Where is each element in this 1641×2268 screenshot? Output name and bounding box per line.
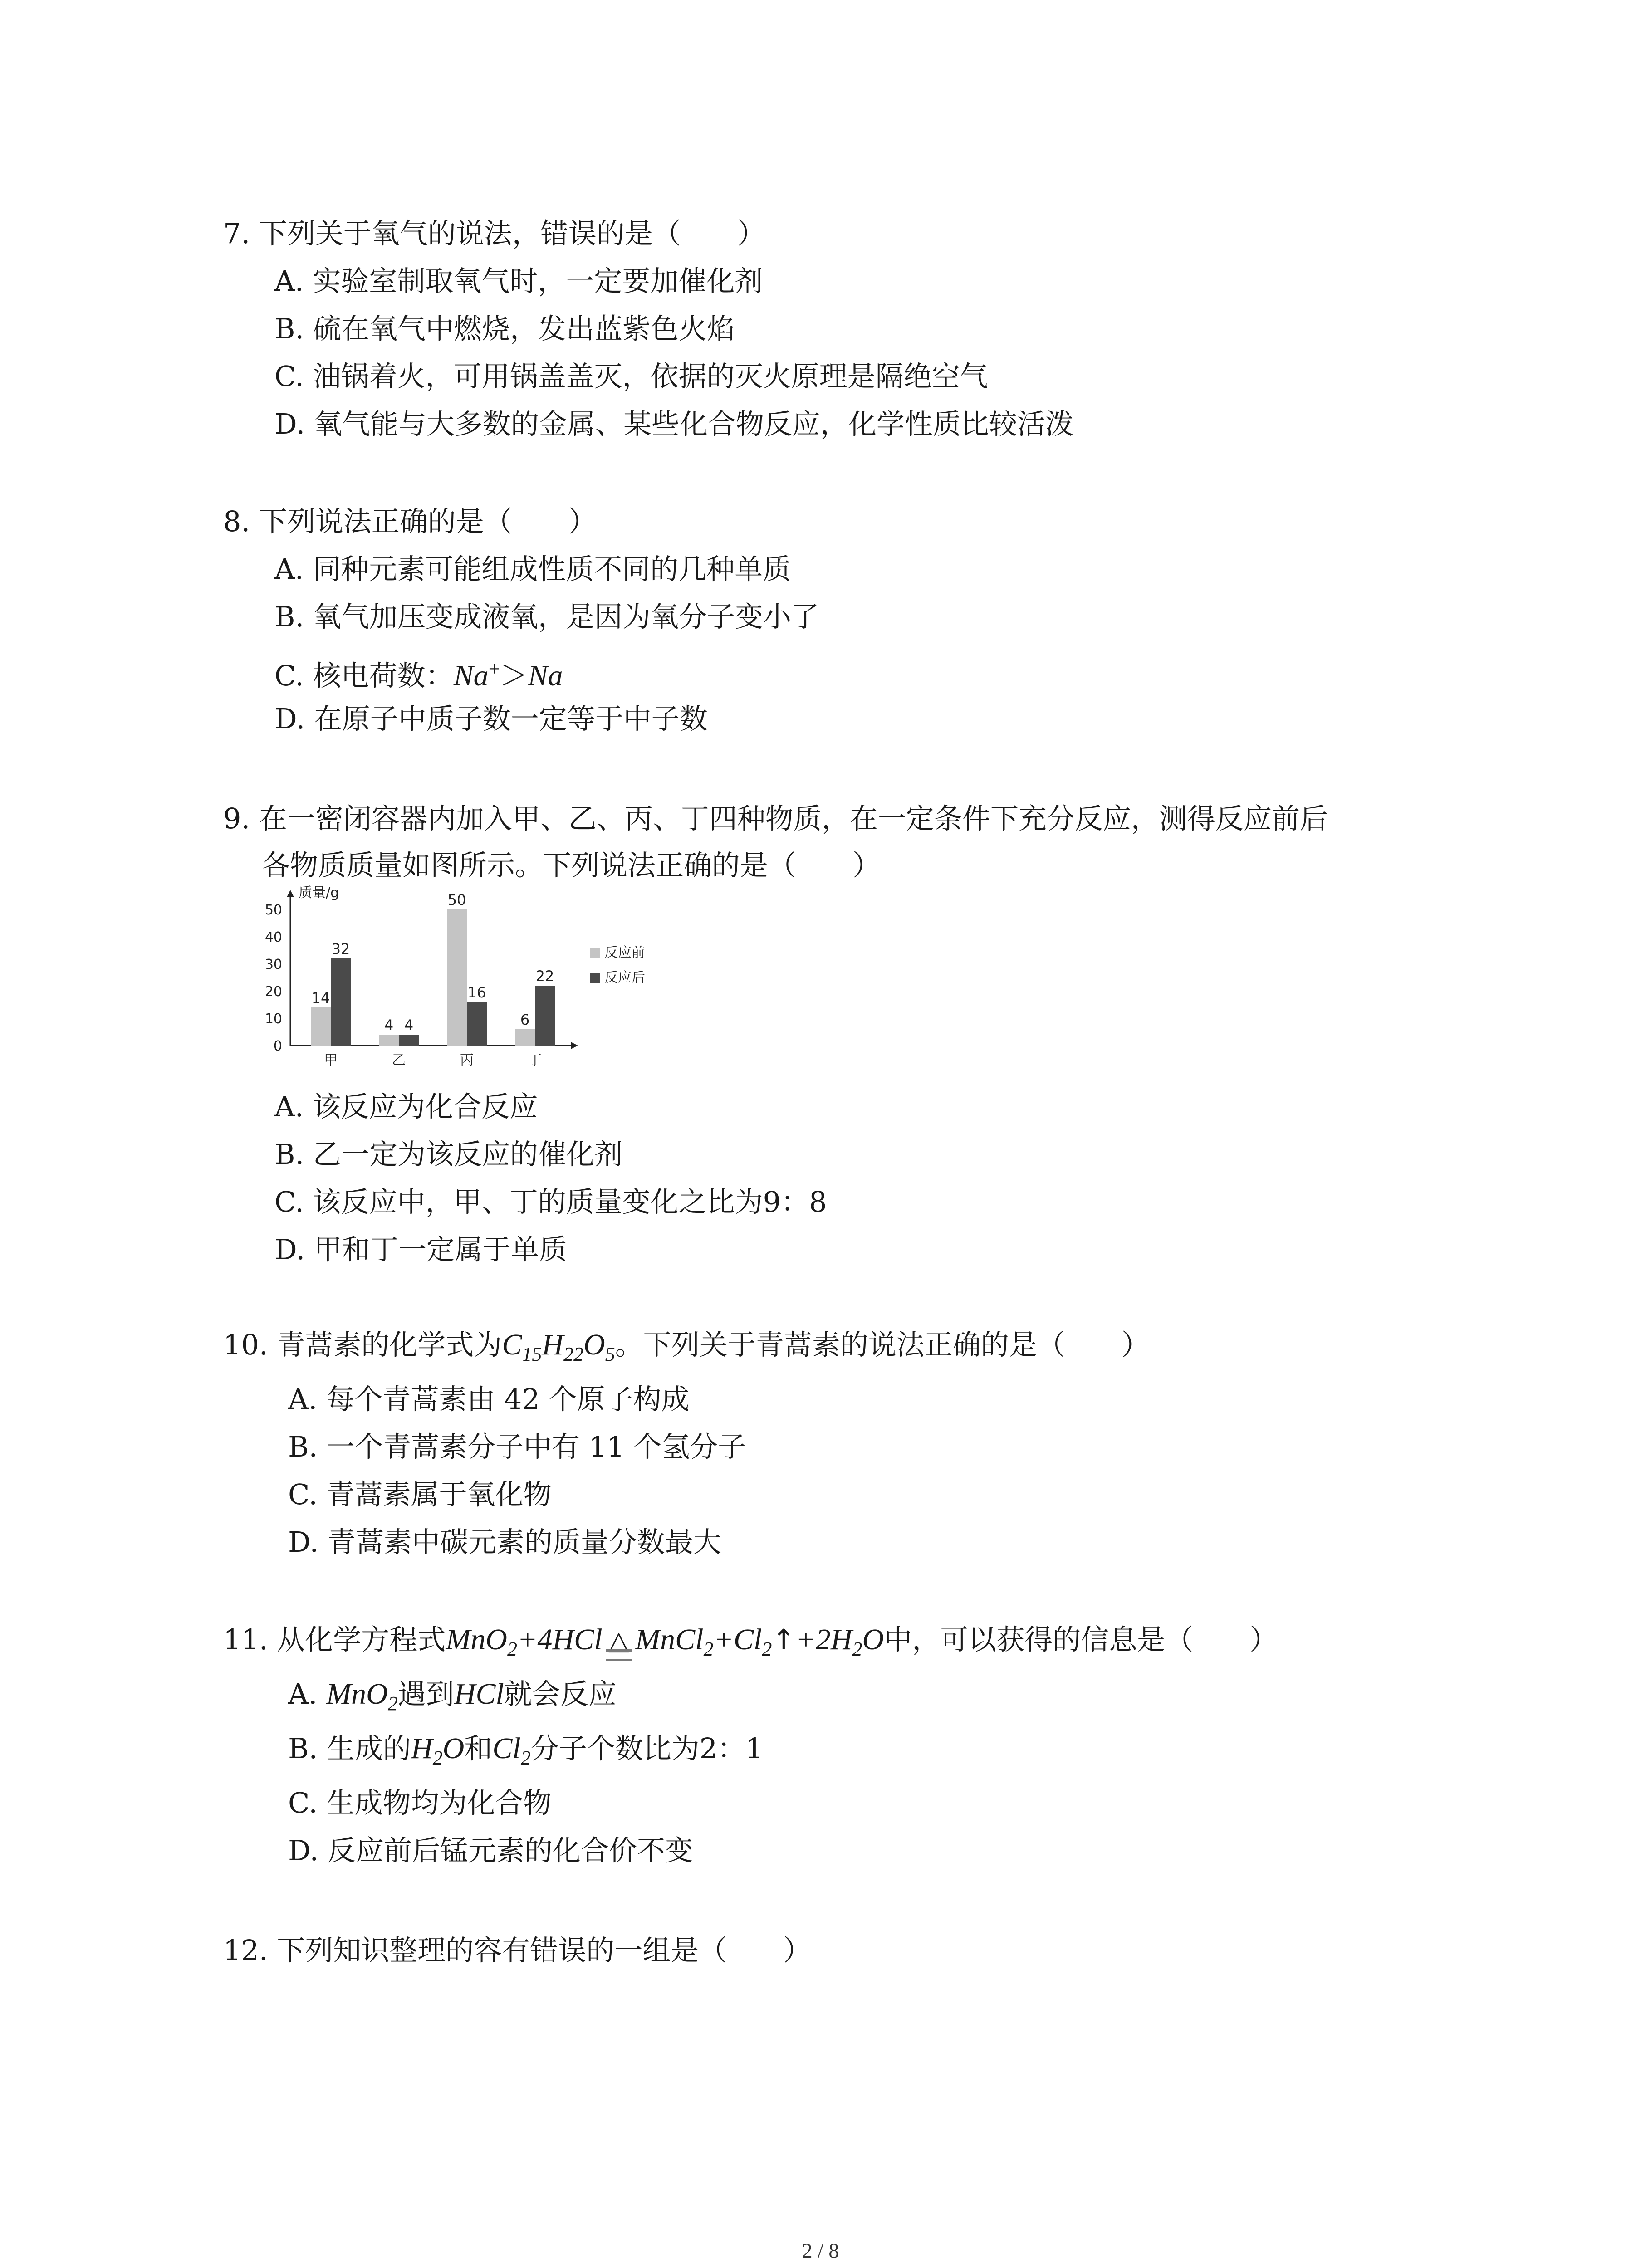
q11-option-d: D. 反应前后锰元素的化合价不变 — [288, 1834, 693, 1867]
q11-b-suffix: 分子个数比为2：1 — [530, 1732, 764, 1765]
q11-eq-o: O — [862, 1623, 884, 1656]
q8-c-na-ion: Na — [453, 659, 489, 692]
q11-eq-sub1: 2 — [507, 1638, 517, 1660]
q11-b-sub2: 2 — [520, 1747, 531, 1769]
q10-stem-prefix: 10. 青蒿素的化学式为 — [223, 1328, 502, 1361]
q11-eq-sub2: 2 — [703, 1638, 714, 1660]
x-tick-label: 丁 — [528, 1052, 542, 1068]
q11-eq-h: +2H — [795, 1623, 852, 1656]
q11-option-b — [288, 1730, 764, 1776]
y-tick-label: 20 — [265, 984, 282, 1000]
bar-2-1 — [467, 1002, 487, 1046]
page-number: 2 / 8 — [802, 2239, 839, 2262]
q8-option-d: D. 在原子中质子数一定等于中子数 — [274, 702, 708, 735]
bar-0-1 — [331, 958, 351, 1046]
q7-option-a: A. 实验室制取氧气时，一定要加催化剂 — [274, 264, 763, 298]
q11-a-suffix: 就会反应 — [504, 1677, 617, 1711]
q11-heat-condition: △ — [609, 1622, 629, 1658]
y-tick-label: 50 — [265, 902, 282, 918]
x-tick-label: 丙 — [460, 1052, 474, 1068]
data-label: 50 — [447, 891, 466, 909]
q11-b-sub1: 2 — [432, 1747, 443, 1769]
q11-b-cl: Cl — [492, 1732, 521, 1765]
q8-option-b: B. 氧气加压变成液氧，是因为氧分子变小了 — [274, 600, 819, 633]
q11-eq-cl: +Cl — [713, 1623, 762, 1656]
q11-b-prefix: B. 生成的 — [288, 1732, 411, 1765]
y-tick-label: 0 — [273, 1038, 282, 1054]
q12-stem: 12. 下列知识整理的容有错误的一组是（ ） — [223, 1934, 812, 1967]
q8-c-gt: ＞ — [500, 659, 528, 692]
x-axis-arrow — [571, 1042, 578, 1049]
legend-swatch-0 — [590, 948, 600, 958]
y-axis-label: 质量/g — [299, 885, 339, 901]
y-axis-arrow — [287, 890, 294, 897]
q11-option-c: C. 生成物均为化合物 — [288, 1786, 552, 1819]
q8-stem: 8. 下列说法正确的是（ ） — [223, 505, 597, 538]
q10-formula-c: C — [502, 1328, 522, 1361]
q9-stem-line1: 9. 在一密闭容器内加入甲、乙、丙、丁四种物质，在一定条件下充分反应，测得反应前后 — [223, 802, 1328, 835]
q9-option-c: C. 该反应中，甲、丁的质量变化之比为9：8 — [274, 1185, 827, 1218]
data-label: 16 — [467, 984, 486, 1001]
y-tick-label: 10 — [265, 1011, 282, 1027]
q9-option-b: B. 乙一定为该反应的催化剂 — [274, 1138, 622, 1171]
bar-2-0 — [447, 909, 467, 1046]
q8-c-na-atom: Na — [528, 659, 563, 692]
bar-0-0 — [311, 1007, 331, 1046]
q11-eq-mno: MnO — [446, 1623, 507, 1656]
q11-stem-prefix: 11. 从化学方程式 — [223, 1623, 446, 1656]
q7-option-d: D. 氧气能与大多数的金属、某些化合物反应，化学性质比较活泼 — [274, 407, 1073, 440]
q8-option-c — [274, 651, 563, 694]
q11-b-mid: 和 — [464, 1732, 493, 1765]
x-tick-label: 甲 — [324, 1052, 338, 1068]
q7-option-b: B. 硫在氧气中燃烧，发出蓝紫色火焰 — [274, 312, 735, 345]
q10-option-a: A. 每个青蒿素由 42 个原子构成 — [288, 1383, 690, 1416]
q8-c-prefix: C. 核电荷数： — [274, 659, 454, 692]
q11-eq-sub3: 2 — [762, 1638, 772, 1660]
q9-stem-line2: 各物质质量如图所示。下列说法正确的是（ ） — [262, 849, 881, 882]
legend-swatch-1 — [590, 973, 600, 983]
q10-formula-h: H — [542, 1328, 564, 1361]
q11-stem-suffix: 中，可以获得的信息是（ ） — [884, 1623, 1278, 1656]
q11-eq-mncl: MnCl — [635, 1623, 704, 1656]
y-tick-label: 30 — [265, 957, 282, 973]
data-label: 22 — [535, 968, 554, 985]
q9-option-d: D. 甲和丁一定属于单质 — [274, 1233, 567, 1266]
legend-label-0: 反应前 — [604, 945, 645, 961]
y-tick-label: 40 — [265, 929, 282, 945]
q9-option-a: A. 该反应为化合反应 — [274, 1090, 538, 1123]
data-label: 6 — [520, 1011, 530, 1028]
q10-stem — [223, 1327, 1150, 1373]
q10-formula-o-sub: 5 — [605, 1343, 615, 1365]
q11-a-mid: 遇到 — [397, 1677, 454, 1711]
q10-option-b: B. 一个青蒿素分子中有 11 个氢分子 — [288, 1430, 746, 1463]
q10-formula-c-sub: 15 — [522, 1343, 542, 1365]
q7-option-c: C. 油锅着火，可用锅盖盖灭，依据的灭火原理是隔绝空气 — [274, 360, 988, 393]
x-tick-label: 乙 — [392, 1052, 406, 1068]
q8-option-a: A. 同种元素可能组成性质不同的几种单质 — [274, 552, 791, 586]
q10-option-c: C. 青蒿素属于氧化物 — [288, 1478, 552, 1511]
q8-c-plus: + — [488, 658, 500, 680]
q11-eq-hcl: +4HCl — [517, 1623, 603, 1656]
q7-stem: 7. 下列关于氧气的说法，错误的是（ ） — [223, 217, 765, 250]
data-label: 14 — [311, 989, 330, 1007]
q10-formula-h-sub: 22 — [563, 1343, 584, 1365]
q9-bar-chart — [254, 885, 662, 1075]
q11-a-hcl: HCl — [454, 1677, 504, 1711]
legend-label-1: 反应后 — [604, 970, 645, 986]
bar-1-1 — [399, 1035, 419, 1046]
q11-b-h: H — [411, 1732, 433, 1765]
q11-gas-arrow: ↑ — [772, 1623, 796, 1656]
bar-3-1 — [535, 986, 555, 1046]
q11-stem — [223, 1622, 1278, 1667]
data-label: 32 — [331, 940, 350, 958]
data-label: 4 — [404, 1017, 414, 1034]
q11-a-mno: MnO — [326, 1677, 388, 1711]
q10-formula-o: O — [583, 1328, 605, 1361]
q11-eq-sub4: 2 — [852, 1638, 862, 1660]
q11-a-sub: 2 — [387, 1692, 398, 1715]
q11-b-o: O — [442, 1732, 465, 1765]
q11-option-a — [288, 1676, 617, 1722]
bar-3-0 — [515, 1029, 535, 1046]
bar-1-0 — [379, 1035, 399, 1046]
q10-option-d: D. 青蒿素中碳元素的质量分数最大 — [288, 1525, 721, 1559]
q11-a-prefix: A. — [288, 1677, 327, 1711]
q10-stem-suffix: 。下列关于青蒿素的说法正确的是（ ） — [615, 1328, 1150, 1361]
data-label: 4 — [384, 1017, 394, 1034]
